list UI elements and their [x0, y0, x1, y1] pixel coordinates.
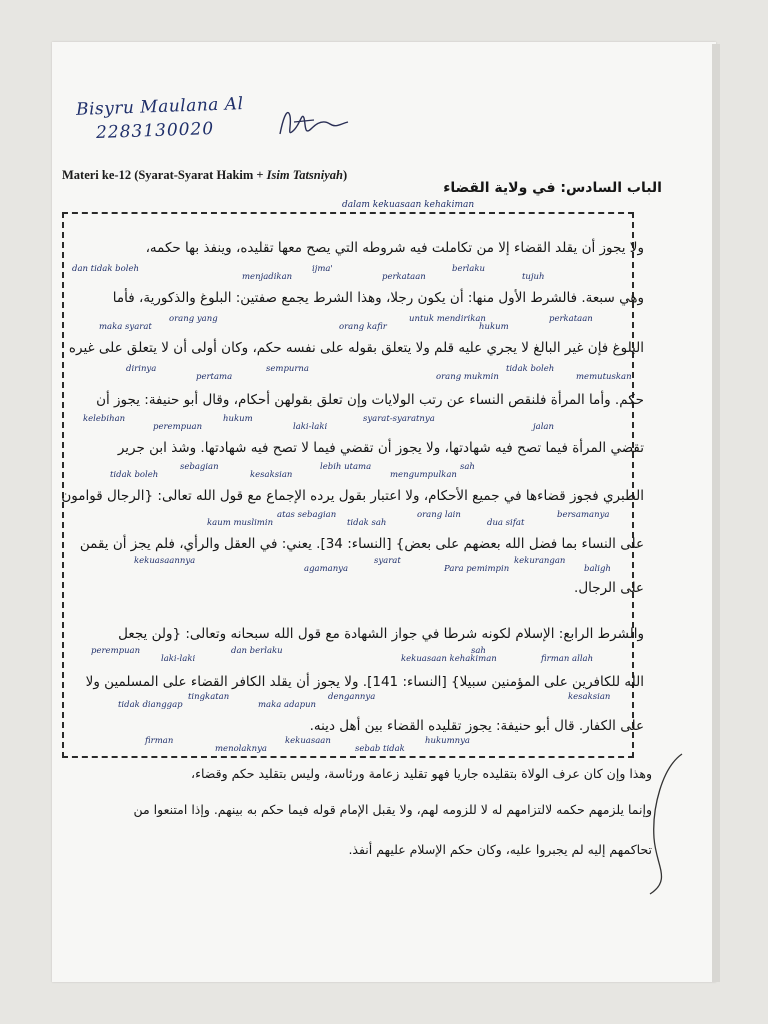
- handwritten-gloss: kekurangan: [514, 556, 566, 566]
- handwritten-gloss: orang mukmin: [436, 372, 499, 382]
- arabic-line: على الرجال.: [574, 580, 644, 596]
- handwritten-gloss: dan berlaku: [231, 646, 283, 656]
- paragraph-line: وهذا وإن كان عرف الولاة بتقليده جاريا فهو تقليد زعامة ورئاسة، وليس بتقليد حكم وقضاء،: [191, 766, 652, 781]
- handwritten-gloss: laki-laki: [161, 654, 196, 664]
- handwritten-gloss: tidak boleh: [110, 470, 159, 480]
- handwritten-gloss: ijma': [312, 264, 333, 274]
- title-emphasis: Isim Tatsniyah: [266, 168, 343, 182]
- handwritten-gloss: pertama: [196, 372, 233, 382]
- handwritten-gloss: maka adapun: [258, 700, 317, 710]
- handwritten-gloss: syarat: [374, 556, 401, 566]
- chapter-gloss: dalam kekuasaan kehakiman: [342, 200, 475, 210]
- handwritten-gloss: dua sifat: [487, 518, 525, 528]
- handwritten-gloss: berlaku: [452, 264, 485, 274]
- handwritten-gloss: memutuskan: [576, 372, 632, 382]
- handwritten-signature: [274, 104, 354, 144]
- handwritten-gloss: perempuan: [153, 422, 203, 432]
- handwritten-gloss: jalan: [533, 422, 554, 432]
- handwritten-gloss: dirinya: [126, 364, 157, 374]
- handwritten-gloss: sah: [471, 646, 486, 656]
- handwritten-gloss: kekuasaan kehakiman: [401, 654, 497, 664]
- handwritten-gloss: Para pemimpin: [444, 564, 510, 574]
- paragraph-line: وإنما يلزمهم حكمه لالتزامهم له لا للزومه لهم، ولا يقبل الإمام قوله فيما حكم به بينهم. وإذا امتنعوا من: [133, 802, 652, 817]
- arabic-line: ولا يجوز أن يقلد القضاء إلا من تكاملت فيه شروطه التي يصح معها تقليده، وينفذ بها حكمه،: [145, 240, 644, 256]
- handwritten-gloss: kesaksian: [568, 692, 611, 702]
- handwritten-gloss: orang kafir: [339, 322, 387, 332]
- handwritten-gloss: dan tidak boleh: [72, 264, 139, 274]
- handwritten-gloss: sebab tidak: [355, 744, 405, 754]
- handwritten-gloss: tidak sah: [347, 518, 387, 528]
- handwritten-gloss: perempuan: [91, 646, 141, 656]
- handwritten-gloss: orang lain: [417, 510, 461, 520]
- handwritten-gloss: menolaknya: [215, 744, 267, 754]
- handwritten-gloss: perkataan: [382, 272, 426, 282]
- arabic-line: على النساء بما فضل الله بعضهم على بعض} [النساء: 34]. يعني: في العقل والرأي، فلم يجز أن يقمن: [79, 536, 644, 552]
- handwritten-gloss: firman: [145, 736, 174, 746]
- arabic-line: حكم. وأما المرأة فلنقص النساء عن رتب الولايات وإن تعلق بقولهن أحكام، وقال أبو حنيفة: يجوز أن: [96, 392, 644, 408]
- handwritten-gloss: hukum: [479, 322, 509, 332]
- handwritten-gloss: mengumpulkan: [390, 470, 457, 480]
- arabic-line: الطبري فجوز قضاءها في جميع الأحكام، ولا اعتبار بقول يرده الإجماع مع قول الله تعالى: {الرجال قوامون: [61, 488, 644, 504]
- paper-edge: [712, 44, 720, 982]
- student-id: 2283130020: [95, 118, 215, 144]
- page-title: [62, 168, 347, 183]
- handwritten-gloss: maka syarat: [99, 322, 152, 332]
- handwritten-gloss: hukum: [223, 414, 253, 424]
- arabic-line: تقضي المرأة فيما تصح فيه شهادتها، ولا يجوز أن تقضي فيما لا تصح فيه شهادتها. وشذ ابن جرير: [117, 440, 644, 456]
- handwritten-gloss: orang yang: [169, 314, 218, 324]
- arabic-line: البلوغ فإن غير البالغ لا يجري عليه قلم ولا يتعلق بقوله على نفسه حكم، وكان أولى أن لا يتعلق على غيره: [68, 340, 644, 356]
- chapter-heading: الباب السادس: في ولاية القضاء: [443, 180, 662, 196]
- handwritten-gloss: sempurna: [266, 364, 309, 374]
- handwritten-gloss: perkataan: [549, 314, 593, 324]
- handwritten-gloss: kekuasaan: [285, 736, 331, 746]
- handwritten-gloss: bersamanya: [557, 510, 610, 520]
- title-suffix: ): [342, 168, 348, 182]
- handwritten-gloss: hukumnya: [425, 736, 470, 746]
- arabic-line: على الكفار. قال أبو حنيفة: يجوز تقليده القضاء بين أهل دينه.: [309, 718, 644, 734]
- arabic-line: وهي سبعة. فالشرط الأول منها: أن يكون رجلا، وهذا الشرط يجمع صفتين: البلوغ والذكورية، فأما: [112, 290, 644, 306]
- handwritten-gloss: sebagian: [180, 462, 219, 472]
- scanned-page: [52, 42, 716, 982]
- handwritten-gloss: atas sebagian: [277, 510, 337, 520]
- handwritten-gloss: sah: [460, 462, 475, 472]
- handwritten-gloss: syarat-syaratnya: [363, 414, 435, 424]
- handwritten-gloss: kaum muslimin: [207, 518, 274, 528]
- handwritten-gloss: agamanya: [304, 564, 349, 574]
- handwritten-gloss: dengannya: [328, 692, 376, 702]
- handwritten-gloss: kelebihan: [83, 414, 126, 424]
- handwritten-gloss: tingkatan: [188, 692, 230, 702]
- handwritten-gloss: lebih utama: [320, 462, 372, 472]
- handwritten-gloss: firman allah: [541, 654, 594, 664]
- paragraph-line: تحاكمهم إليه لم يجبروا عليه، وكان حكم الإسلام عليهم أنفذ.: [348, 842, 652, 857]
- handwritten-gloss: untuk mendirikan: [409, 314, 486, 324]
- handwritten-gloss: laki-laki: [293, 422, 328, 432]
- student-name: Bisyru Maulana Al: [75, 94, 244, 120]
- handwritten-gloss: tujuh: [522, 272, 545, 282]
- arabic-line: والشرط الرابع: الإسلام لكونه شرطا في جواز الشهادة مع قول الله سبحانه وتعالى: {ولن يجعل: [118, 626, 644, 642]
- margin-bracket-mark: [642, 748, 712, 898]
- handwritten-gloss: baligh: [584, 564, 611, 574]
- handwritten-gloss: menjadikan: [242, 272, 293, 282]
- arabic-line: الله للكافرين على المؤمنين سبيلا} [النساء: 141]. ولا يجوز أن يقلد الكافر القضاء على المسلمين ولا: [85, 674, 644, 690]
- handwritten-gloss: kesaksian: [250, 470, 293, 480]
- handwritten-gloss: tidak boleh: [506, 364, 555, 374]
- title-prefix: Materi ke-12 (Syarat-Syarat Hakim +: [62, 168, 267, 182]
- handwritten-gloss: tidak dianggap: [118, 700, 183, 710]
- handwritten-gloss: kekuasaannya: [134, 556, 196, 566]
